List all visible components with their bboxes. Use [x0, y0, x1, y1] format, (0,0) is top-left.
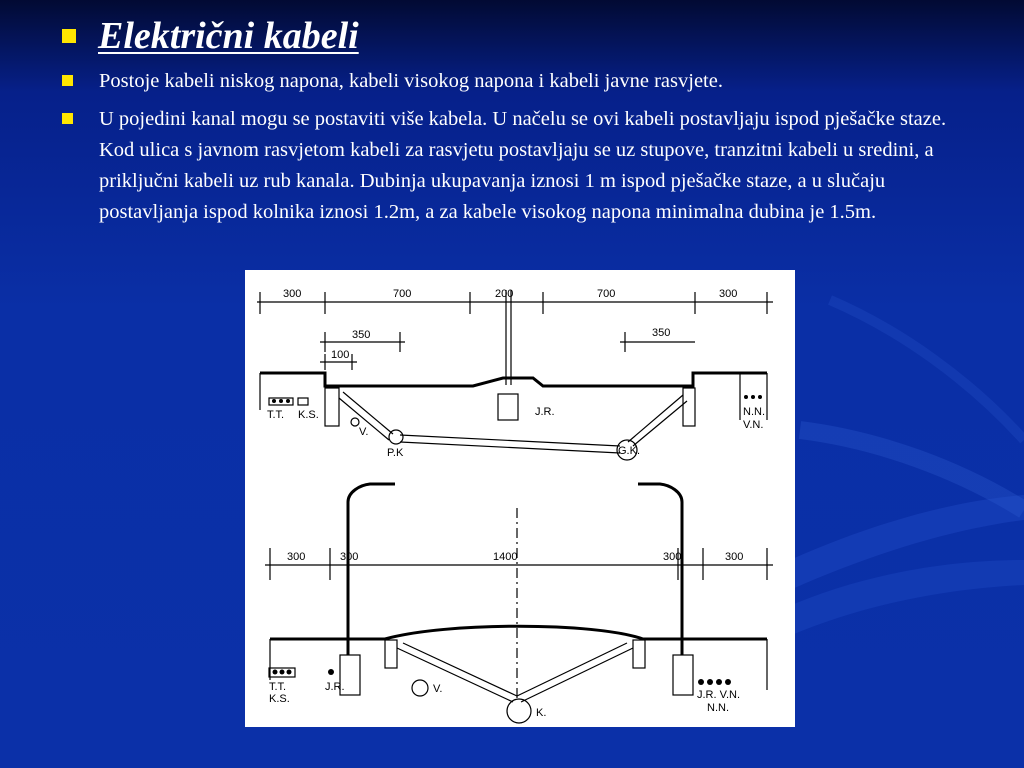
bullet-icon	[62, 75, 73, 86]
bullet-item-1	[62, 66, 982, 97]
label-gk: G.K.	[618, 445, 641, 457]
dim-label: 350	[352, 329, 371, 341]
label-nn: N.N.	[743, 406, 765, 418]
dim-label: 300	[340, 551, 359, 563]
label-pk: P.K	[387, 447, 404, 459]
cable-layout-diagram	[245, 270, 795, 727]
slide-title: Električni kabeli	[98, 15, 359, 57]
title-row	[62, 12, 359, 60]
diagram-svg	[245, 270, 795, 727]
label-vn: V.N.	[743, 419, 764, 431]
label-ks: K.S.	[298, 409, 319, 421]
dim-label: 300	[283, 288, 302, 300]
bullet-icon	[62, 113, 73, 124]
label-tt: T.T.	[267, 409, 285, 421]
label-tt: T.T.	[269, 681, 287, 693]
label-v: V.	[359, 426, 369, 438]
dim-label: 100	[331, 349, 350, 361]
bullet-item-2	[62, 104, 982, 228]
bullet-text: Postoje kabeli niskog napona, kabeli visokog napona i kabeli javne rasvjete.	[99, 70, 723, 92]
title-bullet-icon	[62, 29, 76, 43]
label-jr: J.R.	[535, 406, 555, 418]
dim-label: 1400	[493, 551, 518, 563]
bullet-text: U pojedini kanal mogu se postaviti više kabela. U načelu se ovi kabeli postavljaju ispod pješačke staze. Kod ulica s javnom rasvjetom kabeli za rasvjetu postavljaju se uz stupove, tranzitni kabeli u sredini, a priključni kabeli uz rub kanala. Dubinja ukupavanja iznosi 1 m ispod pješačke staze, a u slučaju postavljanja ispod kolnika iznosi 1.2m, a za kabele visokog napona minimalna dubina je 1.5m.	[99, 108, 947, 223]
dim-label: 700	[597, 288, 616, 300]
label-jrvn: J.R. V.N.	[697, 689, 740, 701]
label-v: V.	[433, 683, 443, 695]
dim-label: 700	[393, 288, 412, 300]
dim-label: 300	[725, 551, 744, 563]
dim-label: 350	[652, 327, 671, 339]
label-jr: J.R.	[325, 681, 345, 693]
label-ks: K.S.	[269, 693, 290, 705]
dim-label: 200	[495, 288, 514, 300]
dim-label: 300	[719, 288, 738, 300]
dim-label: 300	[663, 551, 682, 563]
label-k: K.	[536, 707, 547, 719]
dim-label: 300	[287, 551, 306, 563]
label-nn: N.N.	[707, 702, 729, 714]
